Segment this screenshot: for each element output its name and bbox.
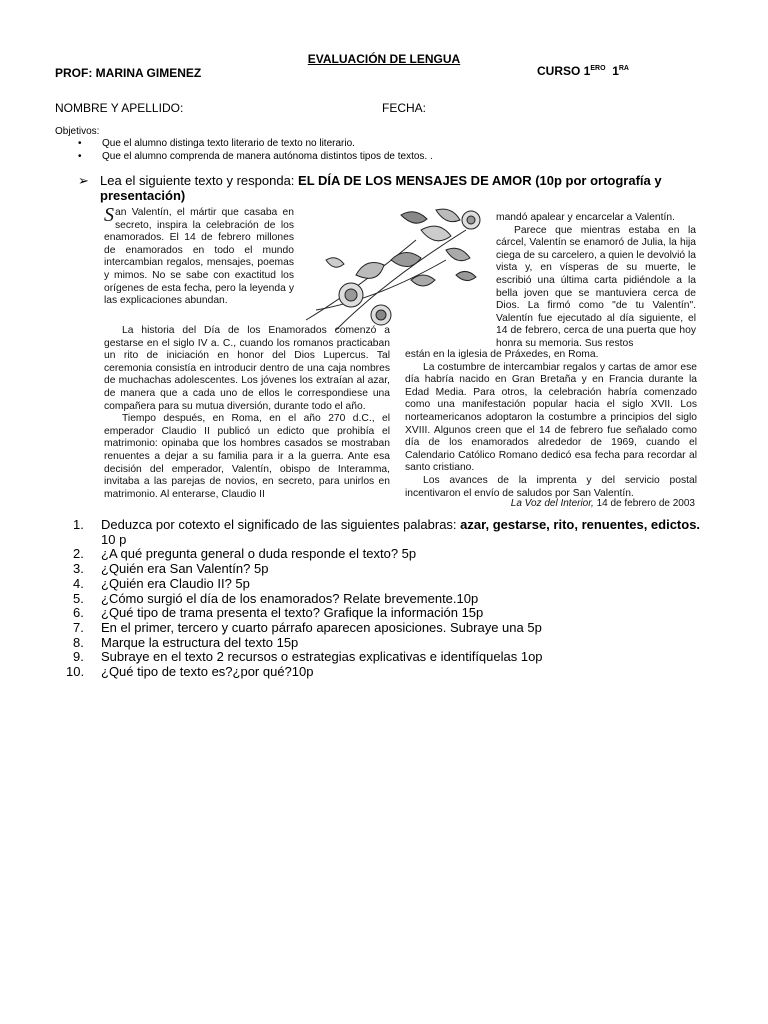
article-paragraph-7: La costumbre de intercambiar regalos y cartas de amor ese día habría nacido en Gran Bretaña y en Francia durante la Edad Media. Para otros, la celebración habría comenzado como una manifestación popular hacia el siglo XVII. Los norteamericanos adoptaron la costumbre a principios del siglo XVIII. Algunos creen que el 14 de febrero fue señalado como día de los enamorados alrededor de 1969, cuando el Calendario Católico Romano dedicó esa fecha para recordar al santo cristiano. [405, 361, 697, 474]
article-column-2 [496, 212, 696, 351]
article-paragraph-5: Parece que mientras estaba en la cárcel, Valentín se enamoró de Julia, la hija ciega de su carcelero, a quien le devolvió la vista y, en vísperas de su muerte, le escribió una última carta pidiéndole a la bella joven que se mantuviera cerca de Dios. La firmó como "de tu Valentín". Valentín fue ejecutado al día siguiente, el 14 de febrero, cerca de una puerta que hoy honra su memoria. Sus restos [496, 224, 696, 349]
instruction-text [78, 173, 698, 203]
question-text: ¿Qué tipo de texto es?¿por qué?10p [101, 664, 314, 680]
question-text: ¿Cómo surgió el día de los enamorados? Relate brevemente.10p [101, 590, 479, 606]
question-number: 1. [73, 517, 84, 532]
question-item [55, 577, 715, 592]
article-paragraph-3: Tiempo después, en Roma, en el año 270 d.C., el emperador Claudio II publicó un edicto que prohibía el matrimonio: opinaba que los hombres casados se mostraban renuentes a dejar a su familia para ir a la guerra. Ante esa decisión del emperador, Valentín, obispo de Interamma, invitaba a las parejas de novios, en secreto, para unirlos en matrimonio. Al enterarse, Claudio II [104, 413, 390, 500]
question-number: 6. [73, 605, 84, 621]
question-number: 3. [73, 561, 84, 577]
instruction [78, 173, 698, 203]
teacher-name: PROF: MARINA GIMENEZ [55, 66, 202, 80]
flowers-illustration [296, 200, 494, 340]
question-number: 7. [73, 619, 84, 635]
article-heading: EL DÍA DE LOS MENSAJES DE AMOR (10p por ortografía y presentación) [100, 173, 662, 203]
article-paragraph-4: mandó apalear y encarcelar a Valentín. [496, 212, 675, 223]
drop-cap: S [104, 204, 114, 226]
article-column-1 [104, 204, 294, 308]
question-number: 10. [66, 664, 85, 680]
instruction-lead: Lea el siguiente texto y responda: [100, 173, 299, 188]
question-text: Marque la estructura del texto 15p [101, 634, 299, 650]
question-keywords: azar, gestarse, rito, renuentes, edictos. [460, 517, 701, 532]
question-item [55, 562, 715, 577]
article-paragraph-2: La historia del Día de los Enamorados comenzó a gestarse en el siglo IV a. C., cuando los romanos practicaban un rito de iniciación en honor del Dios Lupercus. Tal ceremonia consistía en introducir dentro de una caja nombres de muchachas adolescentes. Los jóvenes los extraían al azar, de manera que a cada uno de ellos le correspondiese una compañera para su mutua diversión, durante todo el año. [104, 325, 390, 412]
course-label [537, 64, 629, 78]
objective-item: • Que el alumno distinga texto literario de texto no literario. [78, 137, 433, 150]
question-text: ¿Quién era San Valentín? 5p [101, 561, 269, 577]
objectives-label: Objetivos: [55, 126, 100, 137]
questions-list [55, 518, 715, 680]
article-paragraph-6: están en la iglesia de Práxedes, en Roma. [405, 349, 599, 360]
question-item [55, 592, 715, 607]
paragraph-1-text: an Valentín, el mártir que casaba en secreto, inspira la celebración de los enamorados. El 14 de febrero millones de enamorados en todo el mundo intercambian regalos, mensajes, poemas y mimos. No se sabe con exactitud los orígenes de esta fecha, pero la leyenda y las explicaciones abundan. [104, 207, 294, 307]
article-column-1b [104, 325, 390, 501]
article-paragraph-1 [104, 204, 294, 308]
question-item [55, 665, 715, 680]
question-number: 2. [73, 546, 84, 562]
objectives-list [78, 137, 433, 163]
source-date: 14 de febrero de 2003 [593, 498, 695, 509]
question-item [55, 621, 715, 636]
question-text: En el primer, tercero y cuarto párrafo aparecen aposiciones. Subraye una 5p [101, 619, 542, 635]
date-field-label: FECHA: [382, 101, 427, 115]
question-text: ¿A qué pregunta general o duda responde el texto? 5p [101, 546, 417, 562]
question-text: ¿Quién era Claudio II? 5p [101, 575, 250, 591]
question-points: 10 p [101, 531, 127, 547]
page-title: EVALUACIÓN DE LENGUA [307, 52, 461, 66]
question-number: 9. [73, 649, 84, 665]
article-paragraph-8: Los avances de la imprenta y del servicio postal incentivaron el envío de saludos por San Valentín. [405, 474, 697, 499]
objective-item: • Que el alumno comprenda de manera autónoma distintos tipos de textos. . [78, 150, 433, 163]
question-item [55, 547, 715, 562]
article-source [495, 498, 695, 511]
question-text: ¿Qué tipo de trama presenta el texto? Grafique la información 15p [101, 605, 484, 621]
arrow-bullet-icon: ➢ [78, 173, 89, 188]
course-sup-2: RA [618, 65, 629, 72]
question-text: Subraye en el texto 2 recursos o estrategias explicativas e identifíquelas 1op [101, 649, 543, 665]
course-prefix: CURSO 1 [537, 64, 591, 78]
source-name: La Voz del Interior, [510, 498, 594, 509]
question-item [55, 518, 715, 547]
article-column-2b [405, 349, 697, 500]
question-item [55, 650, 715, 665]
question-item [55, 606, 715, 621]
name-field-label: NOMBRE Y APELLIDO: [55, 101, 184, 115]
question-number: 4. [73, 575, 84, 591]
question-number: 5. [73, 590, 84, 606]
course-mid: 1 [612, 64, 619, 78]
question-number: 8. [73, 634, 84, 650]
question-text: Deduzca por cotexto el significado de las siguientes palabras: [101, 517, 461, 532]
course-sup-1: ERO [590, 65, 606, 72]
question-item [55, 636, 715, 651]
